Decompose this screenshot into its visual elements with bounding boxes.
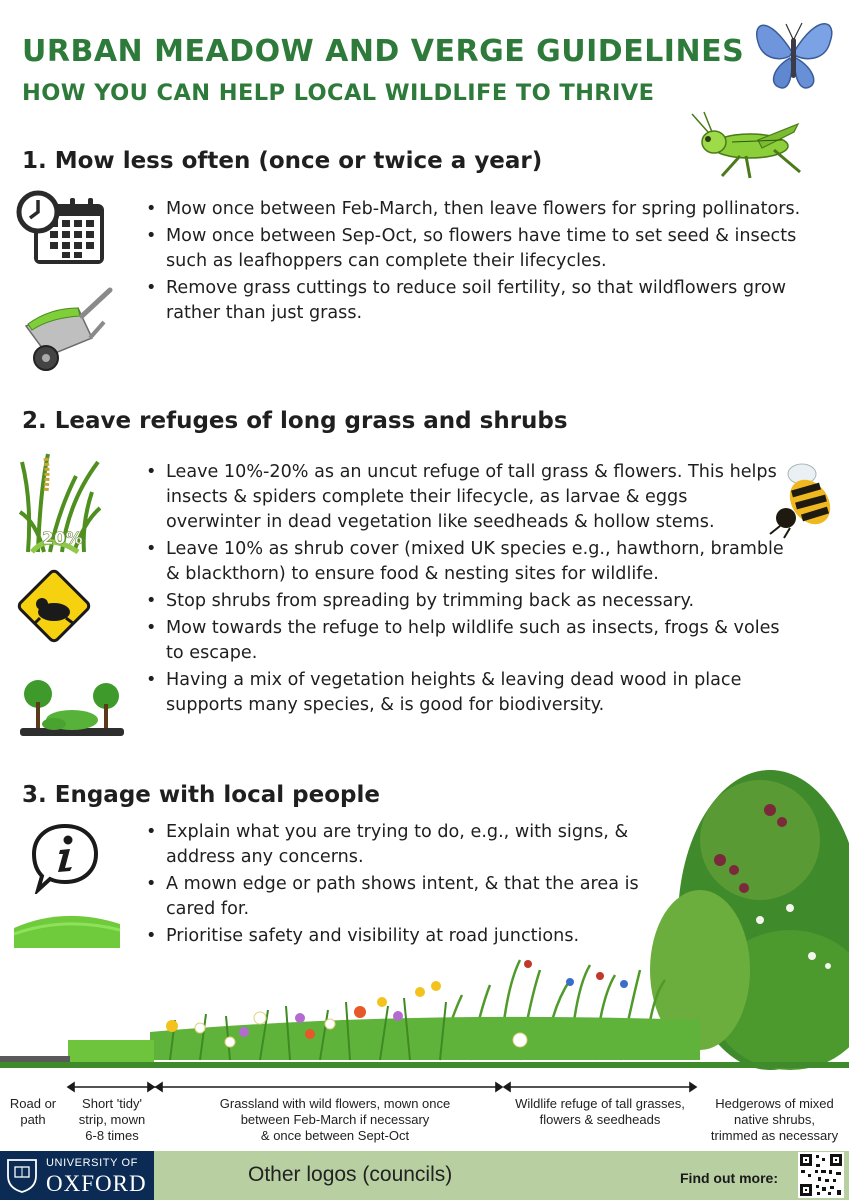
list-item: • Remove grass cuttings to reduce soil fertility, so that wildflowers grow rather than just grass.	[146, 276, 816, 326]
trees-shrubs-icon	[16, 672, 128, 738]
section-2-heading: 2. Leave refuges of long grass and shrubs	[22, 408, 568, 434]
zone-label-road: Road or path	[9, 1096, 57, 1127]
zone-label-grassland: Grassland with wild flowers, mown once between Feb-March if necessary & once between Sept-Oct	[219, 1096, 451, 1143]
section-2-list	[146, 460, 786, 720]
list-item: • Mow once between Sep-Oct, so flowers have time to set seed & insects such as leafhoppers can complete their lifecycles.	[146, 224, 816, 274]
list-item: • Explain what you are trying to do, e.g., with signs, & address any concerns.	[146, 820, 666, 870]
zone-label-refuge: Wildlife refuge of tall grasses, flowers & seedheads	[515, 1096, 685, 1127]
list-item: • Having a mix of vegetation heights & leaving dead wood in place supports many species, & is good for biodiversity.	[146, 668, 786, 718]
find-out-more-label: Find out more:	[680, 1170, 778, 1186]
other-logos-placeholder: Other logos (councils)	[248, 1163, 453, 1186]
qr-code-icon[interactable]	[798, 1152, 844, 1198]
page-subtitle: HOW YOU CAN HELP LOCAL WILDLIFE TO THRIVE	[22, 80, 655, 106]
zone-label-hedgerow: Hedgerows of mixed native shrubs, trimmed as necessary	[710, 1096, 839, 1143]
page-title: URBAN MEADOW AND VERGE GUIDELINES	[22, 34, 745, 69]
grasshopper-icon	[688, 110, 806, 182]
zone-divider-arrows	[0, 1080, 849, 1094]
list-item: • Mow towards the refuge to help wildlife such as insects, frogs & voles to escape.	[146, 616, 786, 666]
list-item: • Mow once between Feb-March, then leave flowers for spring pollinators.	[146, 197, 816, 222]
oxford-crest-icon	[6, 1158, 38, 1194]
meadow-illustration	[0, 770, 849, 1080]
list-item: • Prioritise safety and visibility at road junctions.	[146, 924, 666, 949]
butterfly-icon	[748, 8, 840, 92]
tall-grass-icon	[18, 452, 102, 554]
list-item: • A mown edge or path shows intent, & that the area is cared for.	[146, 872, 666, 922]
section-1-heading: 1. Mow less often (once or twice a year)	[22, 148, 543, 174]
toad-crossing-sign-icon	[16, 568, 92, 664]
list-item: • Leave 10% as shrub cover (mixed UK species e.g., hawthorn, bramble & blackthorn) to ensure food & nesting sites for wildlife.	[146, 537, 786, 587]
list-item: • Stop shrubs from spreading by trimming back as necessary.	[146, 589, 786, 614]
zone-label-short-strip: Short 'tidy' strip, mown 6-8 times	[78, 1096, 146, 1143]
bumblebee-icon	[762, 460, 834, 540]
list-item: • Leave 10%-20% as an uncut refuge of tall grass & flowers. This helps insects & spiders complete their lifecycle, as larvae & eggs overwinter in dead vegetation like seedheads & hollow stems.	[146, 460, 786, 535]
calendar-clock-icon	[16, 190, 108, 268]
section-3-heading: 3. Engage with local people	[22, 782, 380, 808]
refuge-percent-badge: 20%	[42, 529, 83, 549]
oxford-logo: UNIVERSITY OF OXFORD	[0, 1151, 154, 1200]
wheelbarrow-icon	[20, 286, 116, 374]
section-1-list	[146, 197, 816, 328]
